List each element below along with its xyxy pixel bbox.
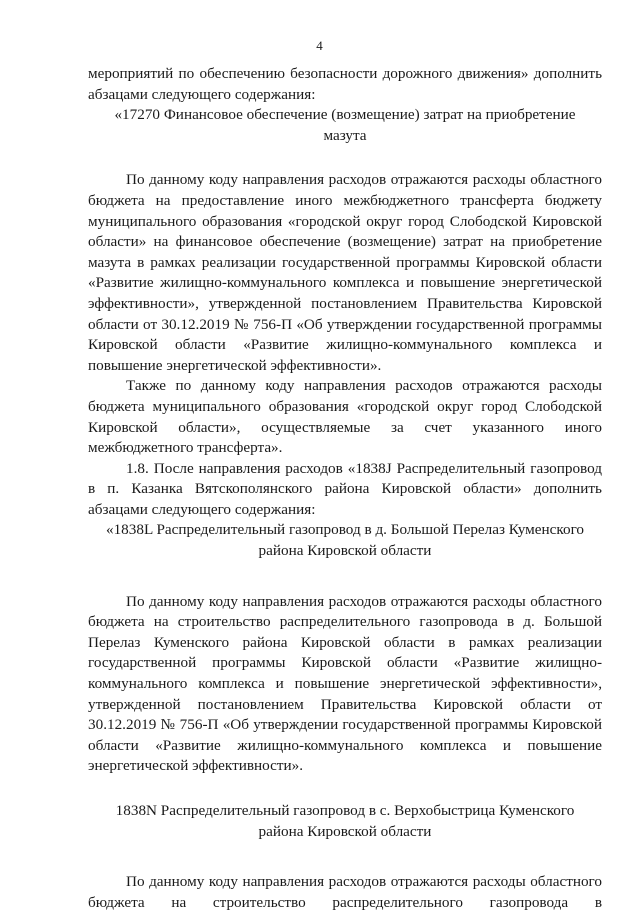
intro-paragraph: мероприятий по обеспечению безопасности дорожного движения» дополнить абзацами следующего содержания: — [88, 65, 602, 103]
item-1-8: 1.8. После направления расходов «1838J Распределительный газопровод в п. Казанка Вятскополянского района Кировской области» дополнить абзацами следующего содержания: — [88, 459, 602, 518]
heading-1838L: «1838L Распределительный газопровод в д. Большой Перелаз Куменского района Кировской области — [105, 521, 585, 560]
paragraph-1838L: По данному коду направления расходов отражаются расходы областного бюджета на строительство распределительного газопровода в д. Большой Перелаз Куменского района Кировской области в рамках реализации государственной программы Кировской области «Развитие жилищно-коммунального комплекса и повышение энергетической эффективности», утвержденной постановлением Правительства Кировской области от 30.12.2019 № 756-П «Об утверждении государственной программы Кировской области «Развитие жилищно-коммунального комплекса и повышение энергетической эффективности». — [88, 592, 602, 775]
paragraph-17270-main: По данному коду направления расходов отражаются расходы областного бюджета на предоставление иного межбюджетного трансферта бюджету муниципального образования «городской округ город Слободской Кировской области» на финансовое обеспечение (возмещение) затрат на приобретение мазута в рамках реализации государственной программы Кировской области «Развитие жилищно-коммунального комплекса и повышение энергетической эффективности», утвержденной постановлением Правительства Кировской области от 30.12.2019 № 756-П «Об утверждении государственной программы Кировской области «Развитие жилищно-коммунального комплекса и повышение энергетической эффективности». — [88, 171, 602, 374]
paragraph-17270-also: Также по данному коду направления расходов отражаются расходы бюджета муниципального образования «городской округ город Слободской Кировской области», осуществляемые за счет указанного иного межбюджетного трансферта». — [88, 377, 602, 457]
heading-1838N: 1838N Распределительный газопровод в с. Верхобыстрица Куменского района Кировской области — [115, 802, 575, 840]
document-body — [88, 64, 602, 913]
page-number: 4 — [316, 38, 323, 53]
heading-17270: «17270 Финансовое обеспечение (возмещение) затрат на приобретение мазута — [114, 106, 576, 144]
paragraph-1838N: По данному коду направления расходов отражаются расходы областного бюджета на строительство распределительного газопровода в — [88, 873, 602, 911]
